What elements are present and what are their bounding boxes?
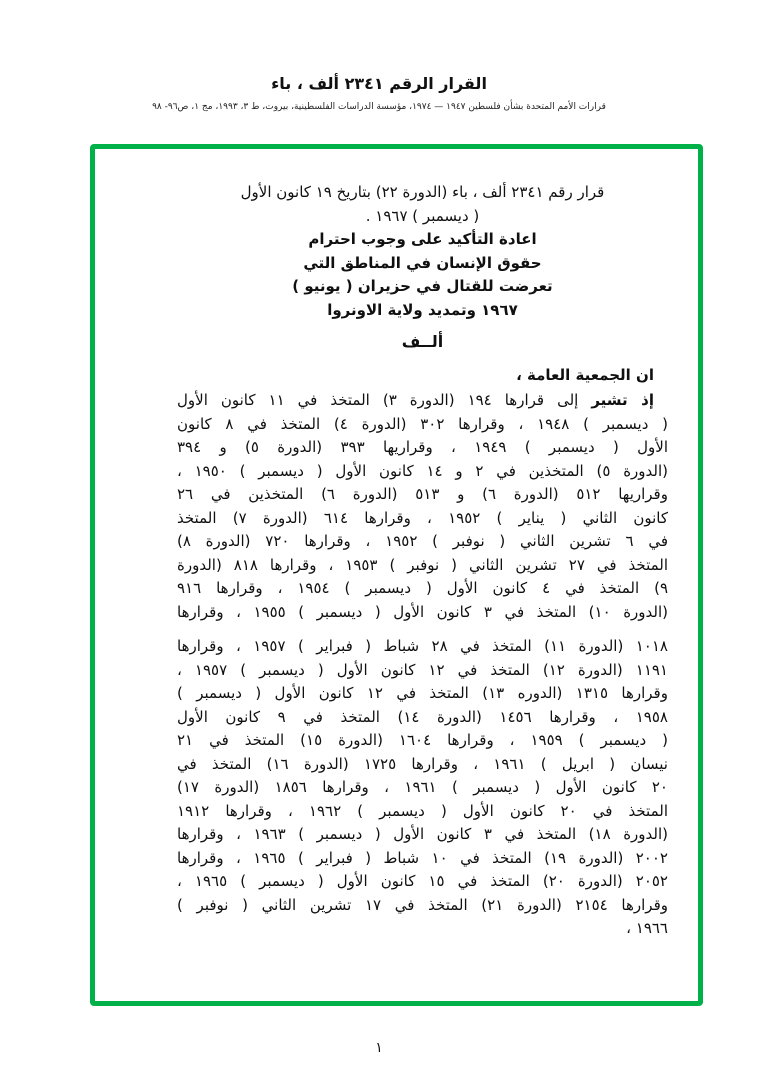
document-title: القرار الرقم ٢٣٤١ ألف ، باء bbox=[271, 74, 487, 93]
body-line: (الدورة ١٠) المتخذ في ٣ كانون الأول ( ديسمبر ) ١٩٥٥ ، وقرارها bbox=[177, 602, 669, 621]
body-line: ١٩٥٨ ، وقرارها ١٤٥٦ (الدورة ١٤) المتخذ في ٩ كانون الأول bbox=[177, 707, 668, 726]
lead-phrase: إذ تشير bbox=[591, 391, 654, 409]
body-line-text: إلى قرارها ١٩٤ (الدورة ٣) المتخذ في ١١ كانون الأول bbox=[177, 391, 579, 409]
resolution-title-line: قرار رقم ٢٣٤١ ألف ، باء (الدورة ٢٢) بتاريخ ١٩ كانون الأول bbox=[240, 183, 605, 201]
section-heading-alif: ألــف bbox=[401, 332, 444, 351]
body-line: وقراريها ٥١٢ (الدورة ٦) و ٥١٣ (الدورة ٦) المتخذين في ٢٦ bbox=[177, 485, 668, 503]
body-line: ( ديسمبر ) ١٩٤٨ ، وقرارها ٣٠٢ (الدورة ٤) المتخذ في ٨ كانون bbox=[177, 414, 669, 433]
body-line: الأول ( ديسمبر ) ١٩٤٩ ، وقراريها ٣٩٣ (الدورة ٥) و ٣٩٤ bbox=[177, 438, 669, 456]
body-line: المتخذ في ٢٧ تشرين الثاني ( نوفبر ) ١٩٥٣ ، وقرارها ٨١٨ (الدورة bbox=[177, 555, 669, 574]
body-line: في ٦ تشرين الثاني ( نوفبر ) ١٩٥٢ ، وقرارها ٧٢٠ (الدورة ٨) bbox=[177, 532, 668, 550]
resolution-subtitle-line: حقوق الإنسان في المناطق التي bbox=[303, 253, 542, 272]
opening-phrase: ان الجمعية العامة ، bbox=[516, 365, 654, 384]
body-line: (الدورة ٥) المتخذين في ٢ و ١٤ كانون الأول ( ديسمبر ) ١٩٥٠ ، bbox=[177, 461, 669, 480]
body-line: ٢٠ كانون الأول ( ديسمبر ) ١٩٦١ ، وقرارها ١٨٥٦ (الدورة ١٧) bbox=[177, 778, 668, 796]
body-line: وقرارها ١٣١٥ (الدوره ١٣) المتخذ في ١٢ كانون الأول ( ديسمبر ) bbox=[177, 684, 668, 702]
resolution-subtitle-line: اعادة التأكيد على وجوب احترام bbox=[308, 230, 537, 248]
resolution-subtitle-line: ١٩٦٧ وتمديد ولاية الاونروا bbox=[327, 300, 518, 319]
body-line: ١١٩١ (الدورة ١٢) المتخذ في ١٢ كانون الأول ( ديسمبر ) ١٩٥٧ ، bbox=[177, 660, 668, 679]
resolution-content bbox=[95, 149, 698, 941]
page-number: ١ bbox=[375, 1040, 383, 1056]
source-citation: قرارات الأمم المتحدة بشأن فلسطين ١٩٤٧ — ١٩٧٤، مؤسسة الدراسات الفلسطينية، بيروت، ط ٣، ١٩٩٣، مج ١، ص٩٦- ٩٨ bbox=[152, 102, 606, 112]
resolution-subtitle-line: تعرضت للقتال في حزيران ( يونيو ) bbox=[292, 277, 553, 295]
page-header bbox=[0, 74, 758, 112]
body-line: (الدورة ١٨) المتخذ في ٣ كانون الأول ( ديسمبر ) ١٩٦٣ ، وقرارها bbox=[177, 825, 669, 843]
resolution-title-line: ( ديسمبر ) ١٩٦٧ . bbox=[365, 206, 480, 225]
body-line: نيسان ( ابريل ) ١٩٦١ ، وقرارها ١٧٢٥ (الدورة ١٦) المتخذ في bbox=[177, 754, 668, 773]
body-line: كانون الثاني ( يناير ) ١٩٥٢ ، وقرارها ٦١٤ (الدورة ٧) المتخذ bbox=[177, 508, 668, 527]
body-line: المتخذ في ٢٠ كانون الأول ( ديسمبر ) ١٩٦٢ ، وقرارها ١٩١٢ bbox=[177, 801, 668, 820]
resolution-box bbox=[90, 144, 703, 1006]
body-line: ٢٠٥٢ (الدورة ٢٠) المتخذ في ١٥ كانون الأول ( ديسمبر ) ١٩٦٥ ، bbox=[177, 872, 668, 890]
body-line: ١٠١٨ (الدورة ١١) المتخذ في ٢٨ شباط ( فبراير ) ١٩٥٧ ، وقرارها bbox=[177, 637, 668, 655]
paragraph-recalling-1 bbox=[177, 389, 668, 624]
body-line: ١٩٦٦ ، bbox=[626, 919, 668, 937]
body-line: ٩) المتخذ في ٤ كانون الأول ( ديسمبر ) ١٩٥٤ ، وقرارها ٩١٦ bbox=[177, 579, 668, 597]
paragraph-recalling-2 bbox=[177, 635, 668, 941]
body-line: وقرارها ٢١٥٤ (الدورة ٢١) المتخذ في ١٧ تشرين الثاني ( نوفبر ) bbox=[177, 895, 668, 914]
body-line bbox=[177, 389, 668, 413]
resolution-title bbox=[177, 181, 668, 322]
body-line: ٢٠٠٢ (الدورة ١٩) المتخذ في ١٠ شباط ( فبراير ) ١٩٦٥ ، وقرارها bbox=[177, 848, 668, 867]
body-line: ( ديسمبر ) ١٩٥٩ ، وقرارها ١٦٠٤ (الدورة ١٥) المتخذ في ٢١ bbox=[177, 731, 668, 749]
